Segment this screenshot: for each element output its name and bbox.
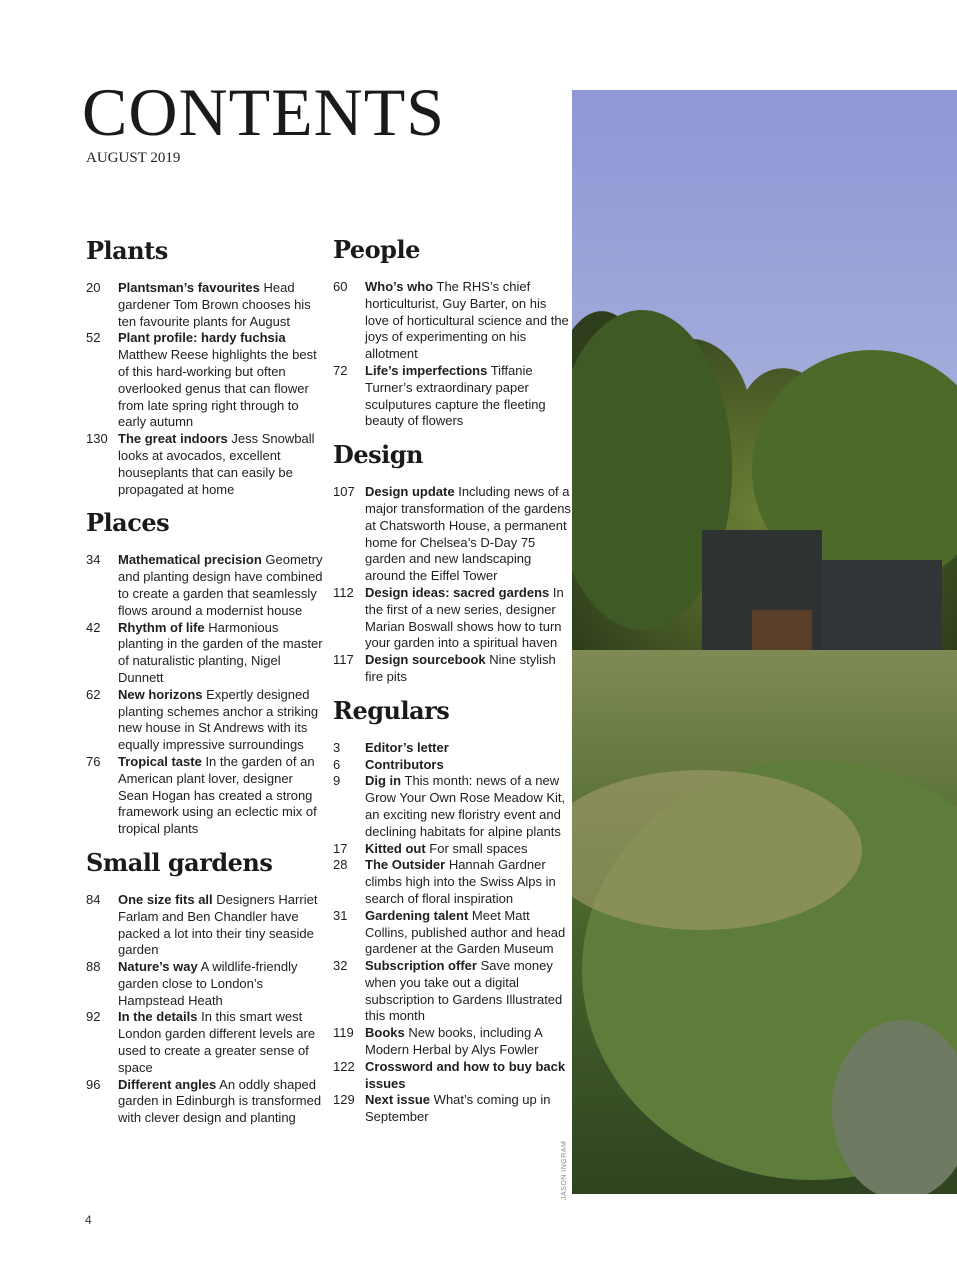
entry-title: Gardening talent	[365, 907, 469, 923]
entry-page-number: 88	[86, 959, 101, 975]
entry-title: Life’s imperfections	[365, 362, 488, 378]
entry-text	[365, 740, 573, 757]
contents-entry[interactable]	[333, 857, 573, 907]
entry-text	[118, 280, 326, 330]
entry-title: Books	[365, 1025, 405, 1041]
contents-entry[interactable]	[333, 652, 573, 686]
entry-page-number: 107	[333, 484, 355, 500]
entry-title: Subscription offer	[365, 958, 477, 974]
entry-text	[118, 620, 326, 687]
entry-page-number: 72	[333, 362, 348, 378]
entry-title: Kitted out	[365, 840, 426, 856]
entry-description: Jess Snowball looks at avocados, excellent houseplants that can easily be propagated at home	[118, 431, 315, 497]
entry-description: A wildlife-friendly garden close to London’s Hampstead Heath	[118, 959, 298, 1008]
entry-page-number: 6	[333, 756, 341, 772]
entry-text	[118, 1077, 326, 1127]
entry-description: New books, including A Modern Herbal by Alys Fowler	[365, 1025, 543, 1058]
entry-page-number: 3	[333, 739, 341, 755]
entry-description: Tiffanie Turner’s extraordinary paper sculputures capture the fleeting beauty of flowers	[365, 362, 546, 429]
contents-section	[86, 508, 326, 838]
entry-description: Hannah Gardner climbs high into the Swiss Alps in search of floral inspiration	[365, 857, 556, 906]
entry-title: Design ideas: sacred gardens	[365, 584, 550, 600]
entry-text	[365, 1092, 573, 1126]
entry-text	[118, 892, 326, 959]
entry-description: In the first of a new series, designer Marian Boswall shows how to turn your garden into a spiritual haven	[365, 584, 564, 651]
entry-title: Different angles	[118, 1076, 217, 1092]
contents-entry[interactable]	[333, 773, 573, 840]
entry-text	[118, 552, 326, 619]
entry-title: In the details	[118, 1009, 198, 1025]
photo-credit: JASON INGRAM	[561, 1140, 568, 1200]
entry-text	[365, 279, 573, 363]
section-title: Places	[86, 508, 170, 538]
contents-entry[interactable]	[86, 959, 326, 1009]
entry-page-number: 34	[86, 552, 101, 568]
page-number: 4	[85, 1213, 92, 1227]
entry-title: The Outsider	[365, 857, 446, 873]
entry-title: Nature’s way	[118, 959, 198, 975]
contents-entry[interactable]	[86, 892, 326, 959]
entry-description: The RHS’s chief horticulturist, Guy Barter, on his love of horticultural science and the joys of experimenting on his allotment	[365, 279, 569, 362]
entry-text	[118, 1009, 326, 1076]
entry-page-number: 92	[86, 1009, 101, 1025]
entry-description: An oddly shaped garden in Edinburgh is transformed with clever design and planting	[118, 1076, 322, 1126]
entry-description: This month: news of a new Grow Your Own Rose Meadow Kit, an exciting new floristry event and declining habitats for alpine plants	[365, 773, 566, 839]
entry-title: One size fits all	[118, 891, 213, 907]
entry-text	[365, 908, 573, 958]
entry-title: Dig in	[365, 773, 402, 789]
entry-page-number: 17	[333, 840, 348, 856]
entry-page-number: 28	[333, 857, 348, 873]
entry-description: For small spaces	[429, 840, 528, 856]
contents-entry[interactable]	[333, 279, 573, 363]
contents-column-right	[333, 235, 573, 1136]
entry-page-number: 96	[86, 1076, 101, 1092]
section-title: Regulars	[333, 695, 450, 725]
entry-page-number: 42	[86, 619, 101, 635]
contents-entry[interactable]	[333, 363, 573, 430]
entry-text	[365, 958, 573, 1025]
page-title: CONTENTS	[82, 74, 446, 150]
garden-photo	[572, 90, 957, 1194]
entry-page-number: 119	[333, 1025, 354, 1041]
contents-entry[interactable]	[86, 552, 326, 619]
entry-text	[365, 484, 573, 585]
contents-entry[interactable]	[86, 620, 326, 687]
entry-description: What’s coming up in September	[365, 1092, 551, 1125]
contents-entry[interactable]	[86, 280, 326, 330]
entry-page-number: 20	[86, 280, 101, 295]
contents-entry[interactable]	[333, 1059, 573, 1093]
entry-title: Who’s who	[365, 279, 434, 294]
entry-title: Rhythm of life	[118, 619, 205, 635]
contents-entry[interactable]	[333, 740, 573, 757]
entry-title: Editor’s letter	[365, 739, 449, 755]
entry-title: Design sourcebook	[365, 652, 486, 668]
contents-entry[interactable]	[333, 841, 573, 858]
entry-page-number: 60	[333, 279, 348, 294]
entry-text	[365, 652, 573, 686]
entry-page-number: 112	[333, 584, 354, 600]
entry-text	[118, 959, 326, 1009]
entry-description: In this smart west London garden different levels are used to create a greater sense of space	[118, 1009, 316, 1075]
contents-entry[interactable]	[333, 1025, 573, 1059]
contents-entry[interactable]	[86, 330, 326, 431]
contents-entry[interactable]	[86, 754, 326, 838]
entry-title: New horizons	[118, 686, 203, 702]
contents-entry[interactable]	[333, 1092, 573, 1126]
entry-page-number: 52	[86, 330, 101, 346]
issue-date: AUGUST 2019	[86, 150, 181, 166]
contents-entry[interactable]	[86, 1009, 326, 1076]
entry-description: Expertly designed planting schemes anchor a striking new house in St Andrews with its equally impressive surroundings	[118, 686, 319, 753]
entry-title: The great indoors	[118, 431, 228, 447]
contents-section	[333, 235, 573, 430]
entry-text	[365, 757, 573, 774]
entry-description: Harmonious planting in the garden of the master of naturalistic planting, Nigel Dunnett	[118, 619, 323, 685]
contents-entry[interactable]	[333, 958, 573, 1025]
entry-page-number: 31	[333, 907, 348, 923]
entry-text	[118, 687, 326, 754]
section-title: People	[333, 235, 420, 264]
section-title: Plants	[86, 236, 168, 265]
contents-section	[333, 696, 573, 1126]
contents-entry[interactable]	[333, 585, 573, 652]
entry-page-number: 122	[333, 1058, 355, 1074]
entry-text	[365, 1059, 573, 1093]
entry-description: In the garden of an American plant lover, designer Sean Hogan has created a strong framework using an eclectic mix of tropical plants	[118, 753, 317, 837]
entry-title: Plant profile: hardy fuchsia	[118, 330, 286, 346]
entry-title: Plantsman’s favourites	[118, 280, 260, 295]
entry-text	[365, 773, 573, 840]
entry-title: Next issue	[365, 1092, 431, 1108]
contents-entry[interactable]	[333, 908, 573, 958]
entry-description: Including news of a major transformation of the gardens at Chatsworth House, a permanent home for Chelsea’s D-Day 75 garden and new landscaping around the Eiffel Tower	[365, 484, 571, 584]
entry-title: Design update	[365, 484, 455, 500]
contents-entry[interactable]	[333, 484, 573, 585]
entry-text	[365, 841, 573, 858]
entry-text	[365, 363, 573, 430]
entry-title: Mathematical precision	[118, 552, 262, 568]
contents-entry[interactable]	[86, 1077, 326, 1127]
entry-description: Meet Matt Collins, published author and head gardener at the Garden Museum	[365, 907, 566, 957]
entry-page-number: 9	[333, 773, 341, 789]
contents-entry[interactable]	[86, 431, 326, 498]
entry-page-number: 129	[333, 1092, 355, 1108]
entry-page-number: 76	[86, 753, 101, 769]
entry-description: Save money when you take out a digital subscription to Gardens Illustrated this month	[365, 958, 563, 1024]
contents-section	[333, 440, 573, 686]
contents-column-left	[86, 236, 326, 1137]
entry-text	[365, 1025, 573, 1059]
entry-page-number: 130	[86, 431, 108, 447]
section-title: Small gardens	[86, 847, 273, 877]
contents-section	[86, 848, 326, 1127]
entry-title: Contributors	[365, 756, 444, 772]
section-title: Design	[333, 440, 423, 470]
entry-description: Geometry and planting design have combined to create a garden that seamlessly flows around a modernist house	[118, 552, 323, 618]
entry-text	[118, 754, 326, 838]
contents-entry[interactable]	[86, 687, 326, 754]
entry-description: Head gardener Tom Brown chooses his ten favourite plants for August	[118, 280, 311, 329]
entry-text	[365, 585, 573, 652]
entry-page-number: 62	[86, 686, 101, 702]
entry-title: Tropical taste	[118, 753, 202, 769]
entry-description: Matthew Reese highlights the best of this hard-working but often overlooked genus that can flower from late spring right through to early autumn	[118, 347, 317, 430]
contents-entry[interactable]	[333, 757, 573, 774]
contents-section	[86, 236, 326, 498]
entry-text	[118, 330, 326, 431]
entry-title: Crossword and how to buy back issues	[365, 1058, 566, 1091]
entry-description: Designers Harriet Farlam and Ben Chandler have packed a lot into their tiny seaside garden	[118, 891, 318, 958]
entry-page-number: 117	[333, 652, 354, 668]
entry-text	[118, 431, 326, 498]
entry-description: Nine stylish fire pits	[365, 652, 556, 684]
entry-page-number: 32	[333, 958, 348, 974]
entry-text	[365, 857, 573, 907]
entry-page-number: 84	[86, 891, 101, 907]
